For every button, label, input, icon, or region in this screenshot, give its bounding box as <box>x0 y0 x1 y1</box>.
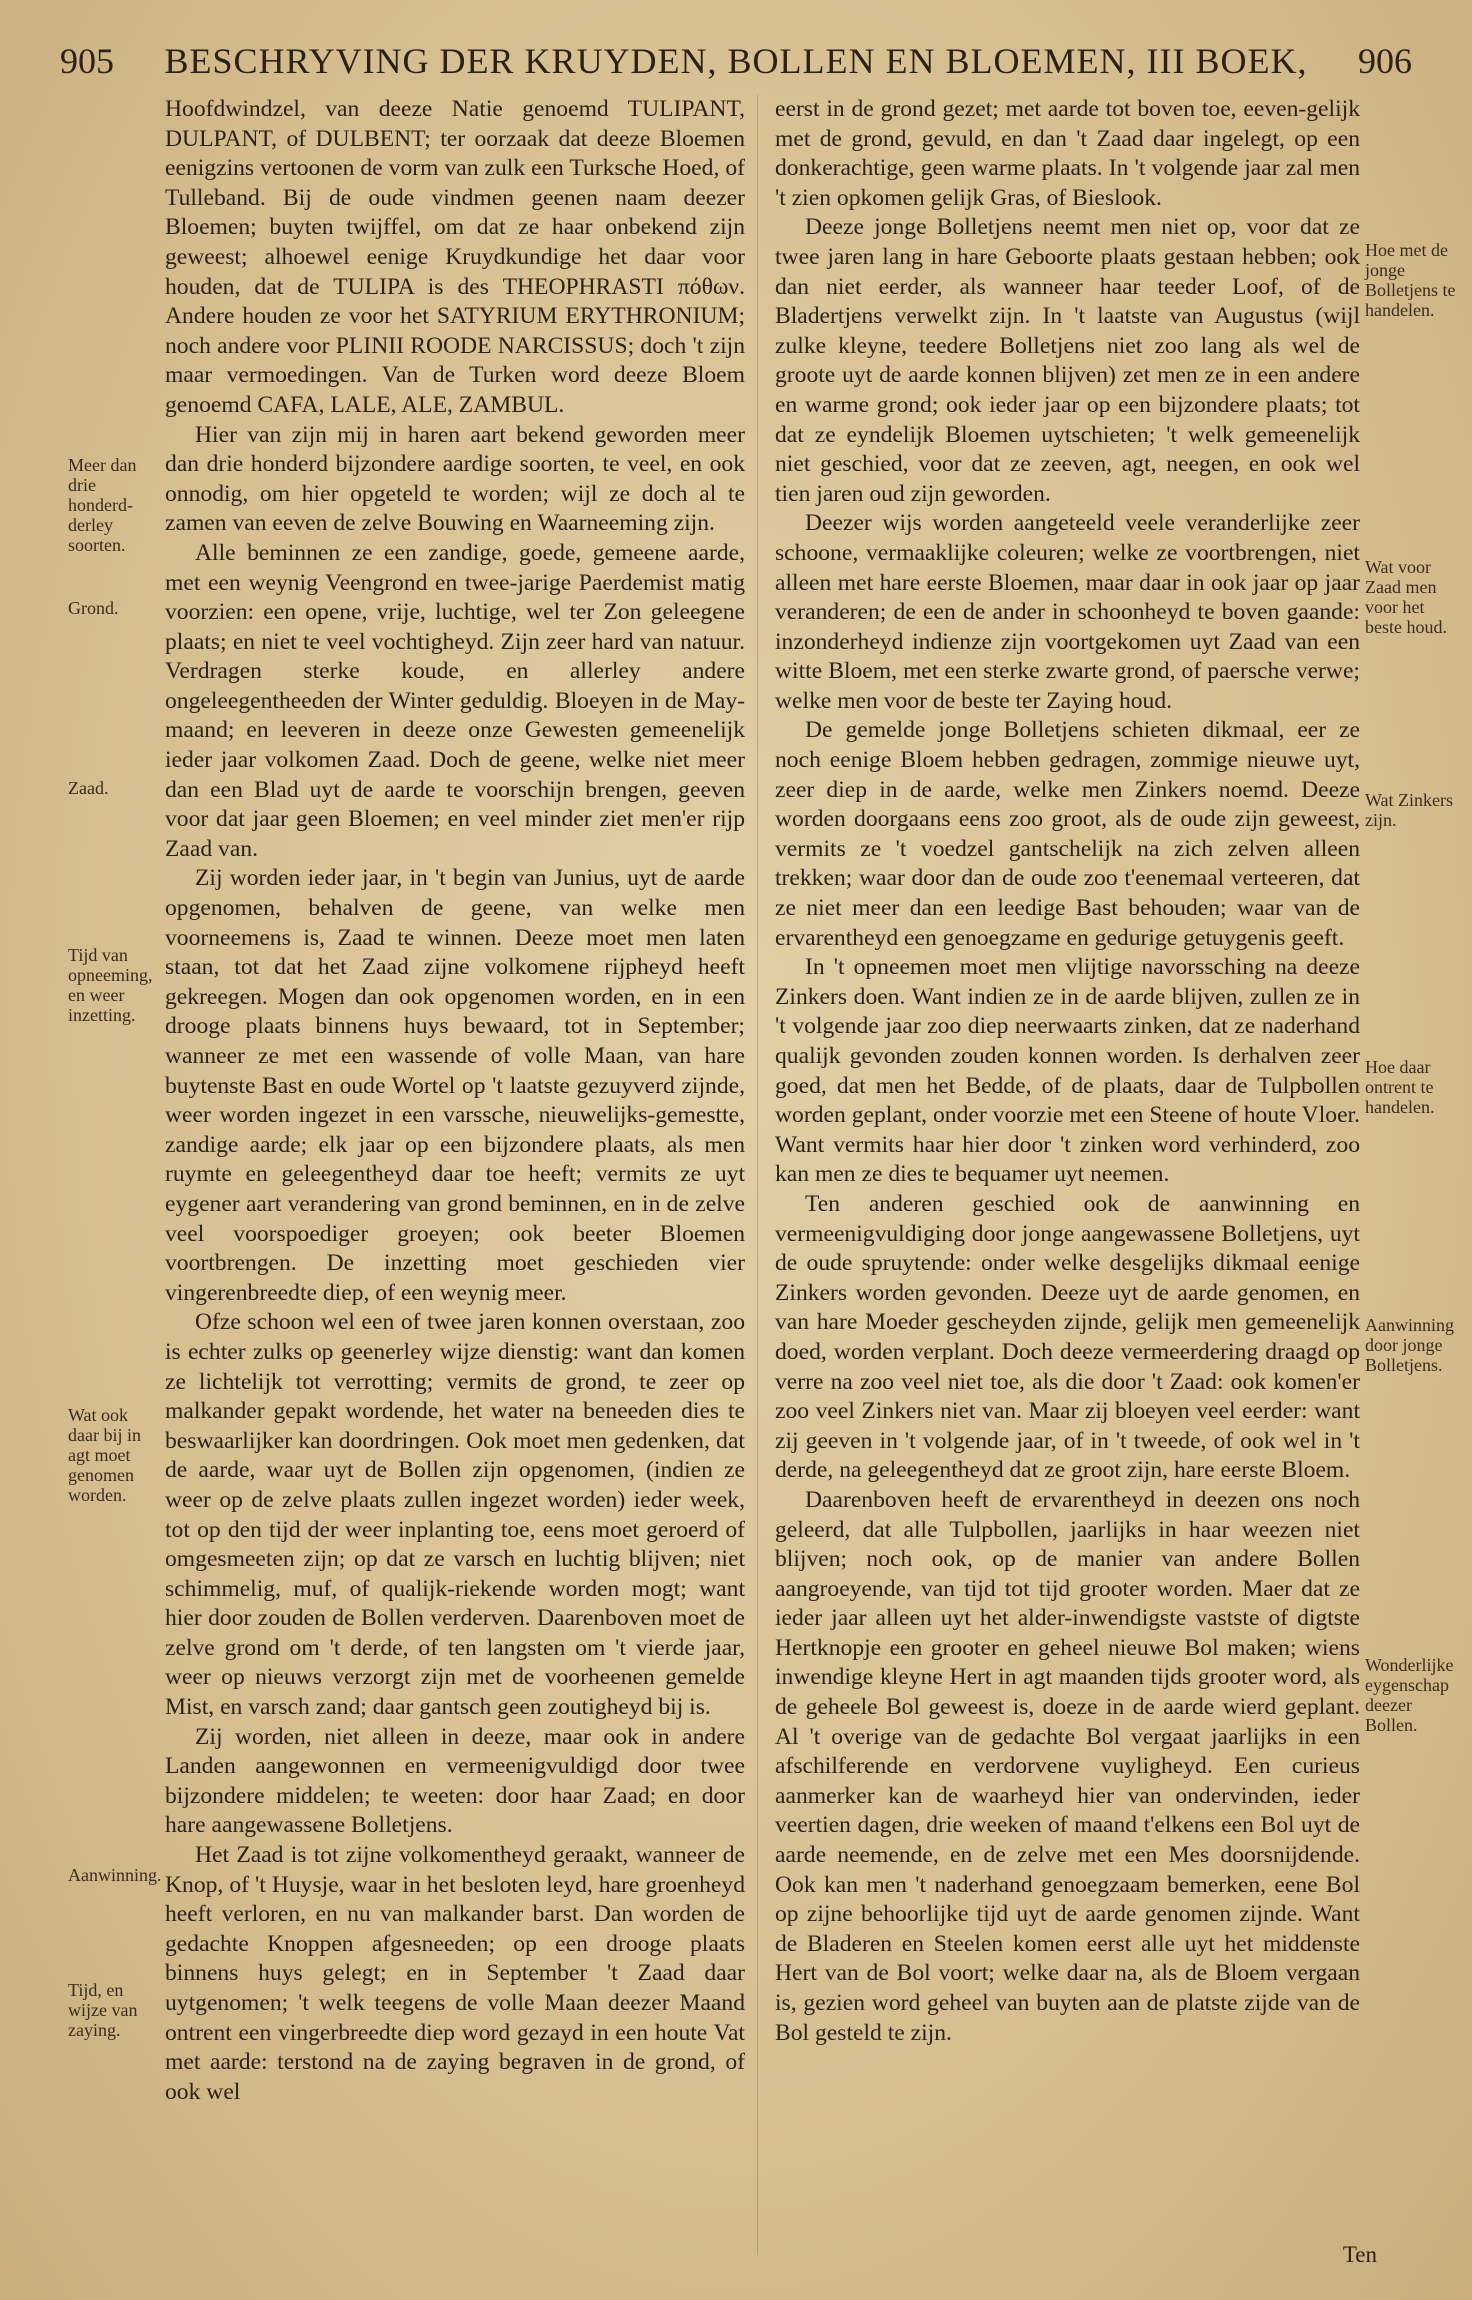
margin-note: Tijd, en wijze van zaying. <box>68 1980 138 2040</box>
margin-note: Tijd van opneeming, en weer inzetting. <box>68 945 153 1025</box>
page-number-right: 906 <box>1357 41 1412 81</box>
paragraph: eerst in de grond gezet; met aarde tot boven toe, eeven-gelijk met de grond, gevuld, en dan 't Zaad daar ingelegt, op een donkerachtige, geen warme plaats. In 't volgende jaar zal men 't zien opkomen gelijk Gras, of Bieslook. <box>775 96 1360 211</box>
paragraph: Ten anderen geschied ook de aanwinning en vermeenigvuldiging door jonge aangewassene Bolletjens, uyt de oude spruytende: onder welke desgelijks dikmaal eenige Zinkers worden gevonden. Deeze uyt de aarde genomen, en van hare Moeder gescheyden zijnde, gelijk men gemeenelijk doed, worden verplant. Doch deeze vermeerdering draagd op verre na zoo veel niet toe, als die door 't Zaad: ook komen'er zoo veel Zinkers niet van. Maar zij bloeyen veel eerder: want zij geeven in 't volgende jaar, of in 't tweede, of ook wel in 't derde, na geleegentheyd dat ze groot zijn, hare eerste Bloem. <box>775 1190 1360 1484</box>
left-column <box>165 95 745 2107</box>
paragraph: Deeze jonge Bolletjens neemt men niet op, voor dat ze twee jaren lang in hare Geboorte plaats gestaan hebben; ook dan niet eerder, als wanneer haar teeder Loof, of de Bladertjens verwelkt zijn. In 't laatste van Augustus (wijl zulke kleyne, teedere Bolletjens niet zoo lang als wel de groote uyt de aarde konnen blijven) zet men ze in een andere en warme grond; ook ieder jaar op een bijzondere plaats; tot dat ze eyndelijk Bloemen uytschieten; 't welk gemeenelijk niet geschied, voor dat ze zeeven, agt, neegen, en ook wel tien jaren oud zijn geworden. <box>775 214 1360 507</box>
paragraph: Het Zaad is tot zijne volkomentheyd geraakt, wanneer de Knop, of 't Huysje, waar in het besloten leyd, hare groenheyd heeft verloren, en nu van malkander barst. Dan worden de gedachte Knoppen afgesneeden; op een drooge plaats binnens huys gelegt; en in September 't Zaad daar uytgenomen; 't welk teegens de volle Maan deezer Maand ontrent een vingerbreedte diep word gezayd in een houte Vat met aarde: terstond na de zaying begraven in de grond, of ook wel <box>165 1842 745 2105</box>
margin-note: Zaad. <box>68 778 109 798</box>
margin-note: Wat voor Zaad men voor het beste houd. <box>1365 557 1447 637</box>
paragraph: In 't opneemen moet men vlijtige navorssching na deeze Zinkers doen. Want indien ze in de aarde blijven, zullen ze in 't volgende jaar zoo diep neerwaarts zinken, dat ze naderhand qualijk gevonden zouden konnen worden. Is derhalven zeer goed, dat men het Bedde, of de plaats, daar de Tulpbollen worden geplant, onder voorzie met een Steene of houte Vloer. Want vermits haar hier door 't zinken word verhinderd, zoo kan men ze dies te bequamer uyt neemen. <box>775 954 1360 1188</box>
margin-note: Hoe daar ontrent te handelen. <box>1365 1057 1435 1117</box>
page-number-left: 905 <box>60 41 114 81</box>
margin-note: Grond. <box>68 598 119 618</box>
page-header <box>60 40 1412 100</box>
paragraph: Alle beminnen ze een zandige, goede, gemeene aarde, met een weynig Veengrond en twee-jarige Paerdemist matig voorzien: een opene, vrije, luchtige, wel ter Zon geleegene plaats; en niet te veel vochtigheyd. Zijn zeer hard van natuur. Verdragen sterke koude, en allerley andere ongeleegentheeden der Winter geduldig. Bloeyen in de May-maand; en leeveren in deeze onze Gewesten gemeenelijk ieder jaar volkomen Zaad. Doch de geene, welke niet meer dan een Blad uyt de aarde te voorschijn brengen, geeven voor dat jaar geen Bloemen; en veel minder ziet men'er rijp Zaad van. <box>165 539 745 862</box>
paragraph: Hier van zijn mij in haren aart bekend geworden meer dan drie honderd bijzondere aardige soorten, te veel, en ook onnodig, om hier opgeteld te worden; wijl ze doch al te zamen van eeven de zelve Bouwing en Waarneeming zijn. <box>165 421 745 537</box>
margin-note: Wat Zinkers zijn. <box>1365 790 1454 830</box>
right-column <box>775 95 1360 2048</box>
paragraph: Zij worden ieder jaar, in 't begin van Junius, uyt de aarde opgenomen, behalven de geene, van welke men voorneemens is, Zaad te winnen. Deeze moet men laten staan, tot dat het Zaad zijne volkomene rijpheyd heeft gekreegen. Mogen dan ook opgenomen worden, en in een drooge plaats binnens huys bewaard, tot in September; wanneer ze met een wassende of volle Maan, van hare buytenste Bast en oude Wortel op 't laatste gezuyverd zijnde, weer worden ingezet in een varssche, nieuwelijks-gemestte, zandige aarde; elk jaar op een bijzondere plaats, als men ruymte en geleegentheyd daar toe heeft; vermits ze uyt eygener aart verandering van grond beminnen, en in de zelve veel voorspoediger groeyen; ook beeter Bloemen voortbrengen. De inzetting moet geschieden vier vingerenbreedte diep, of een weynig meer. <box>165 865 745 1306</box>
paragraph: Ofze schoon wel een of twee jaren konnen overstaan, zoo is echter zulks op geenerley wijze dienstig: want dan komen ze lichtelijk tot verrotting; vermits de grond, te zeer op malkander gepakt wordende, het water na beneeden dies te beswaarlijker kan doordringen. Ook moet men gedenken, dat de aarde, waar uyt de Bollen zijn opgenomen, (indien ze weer op de zelve plaats zullen ingezet worden) ieder week, tot op den tijd der weer inplanting toe, eens moet geroerd of omgesmeeten zijn; op dat ze varsch en luchtig blijven; niet schimmelig, muf, of qualijk-riekende worden mogt; want hier door zouden de Bollen verderven. Daarenboven moet de zelve grond om 't derde, of ten langsten om 't vierde jaar, weer op nieuws verzorgt zijn met de voorheenen gemelde Mist, en varsch zand; daar gantsch geen zoutigheyd bij is. <box>165 1309 745 1721</box>
margin-note: Wat ook daar bij in agt moet genomen worden. <box>68 1405 141 1505</box>
margin-note: Hoe met de jonge Bolletjens te handelen. <box>1365 240 1456 320</box>
paragraph: Daarenboven heeft de ervarentheyd in deezen ons noch geleerd, dat alle Tulpbollen, jaarlijks in haar weezen niet blijven; noch ook, op de manier van andere Bollen aangroeyende, van tijd tot tijd grooter worden. Maer dat ze ieder jaar alleen uyt het alder-inwendigste vastste of digtste Hertknopje een grooter en geheel nieuwe Bol maken; wiens inwendige kleyne Hert in agt maanden tijds grooter word, als de geheele Bol geweest is, doeze in de aarde wierd geplant. Al 't overige van de gedachte Bol vergaat jaarlijks in een afschilferende en verdorvene vuyligheyd. Een curieus aanmerker kan de waarheyd hier van ondervinden, ieder veertien dagen, drie weeken of maand t'elkens een Bol uyt de aarde neemende, en de zelve met een Mes doorsnijdende. Ook kan men 't naderhand genoegzaam bemerken, eene Bol op zijne behoorlijke tijd uyt de aarde genomen zijnde. Want de Bladeren en Steelen komen eerst alle uyt het middenste Hert van de Bol voort; welke daar na, als de Bloem vergaan is, gezien word geheel van buyten aan de platste zijde van de Bol gesteld te zijn. <box>775 1486 1360 2046</box>
running-title: BESCHRYVING DER KRUYDEN, BOLLEN EN BLOEMEN, III BOEK, <box>164 41 1308 81</box>
paragraph: De gemelde jonge Bolletjens schieten dikmaal, eer ze noch eenige Bloem hebben gedragen, zommige nieuwe uyt, zeer diep in de aarde, welke men Zinkers noemd. Deeze worden doorgaans eens zoo groot, als de oude zijn geweest, vermits ze 't voedzel gantschelijk na zich zelven alleen trekken; waar door dan de oude zoo t'eenemaal verteeren, dat ze niet meer dan een leedige Bast behouden; waar van de ervarentheyd een genoegzame en gedurige getuygenis geeft. <box>775 717 1360 951</box>
margin-note: Meer dan drie honderd-derley soorten. <box>68 455 137 555</box>
paragraph: Zij worden, niet alleen in deeze, maar ook in andere Landen aangewonnen en vermeenigvuldigd door twee bijzondere middelen; te weeten: door haar Zaad; en door hare aangewassene Bolletjens. <box>165 1723 745 1839</box>
margin-note: Wonderlijke eygenschap deezer Bollen. <box>1365 1655 1454 1735</box>
paragraph: Hoofdwindzel, van deeze Natie genoemd TULIPANT, DULPANT, of DULBENT; ter oorzaak dat deeze Bloemen eenigzins vertoonen de vorm van zulk een Turksche Hoed, of Tulleband. Bij de oude vindmen geenen naam deezer Bloemen; buyten twijffel, om dat ze haar onbekend zijn geweest; alhoewel eenige Kruydkundige het daar voor houden, dat de TULIPA is des THEOPHRASTI πόθων. Andere houden ze voor het SATYRIUM ERYTHRONIUM; noch andere voor PLINII ROODE NARCISSUS; doch 't zijn maar vermoedingen. Van de Turken word deeze Bloem genoemd CAFA, LALE, ALE, ZAMBUL. <box>165 96 745 418</box>
column-divider <box>757 95 758 2255</box>
margin-note: Aanwinning door jonge Bolletjens. <box>1365 1315 1454 1375</box>
paragraph: Deezer wijs worden aangeteeld veele veranderlijke zeer schoone, vermaaklijke coleuren; welke ze voortbrengen, niet alleen met hare eerste Bloemen, maar daar in ook jaar op jaar veranderen; de een de ander in schoonheyd te boven gaande: inzonderheyd indienze zijn voortgekomen uyt Zaad van een witte Bloem, met een sterke zwarte grond, of paersche verwe; welke men voor de beste ter Zaying houd. <box>775 510 1360 714</box>
catchword: Ten <box>1342 2242 1377 2267</box>
margin-note: Aanwinning. <box>68 1865 162 1885</box>
